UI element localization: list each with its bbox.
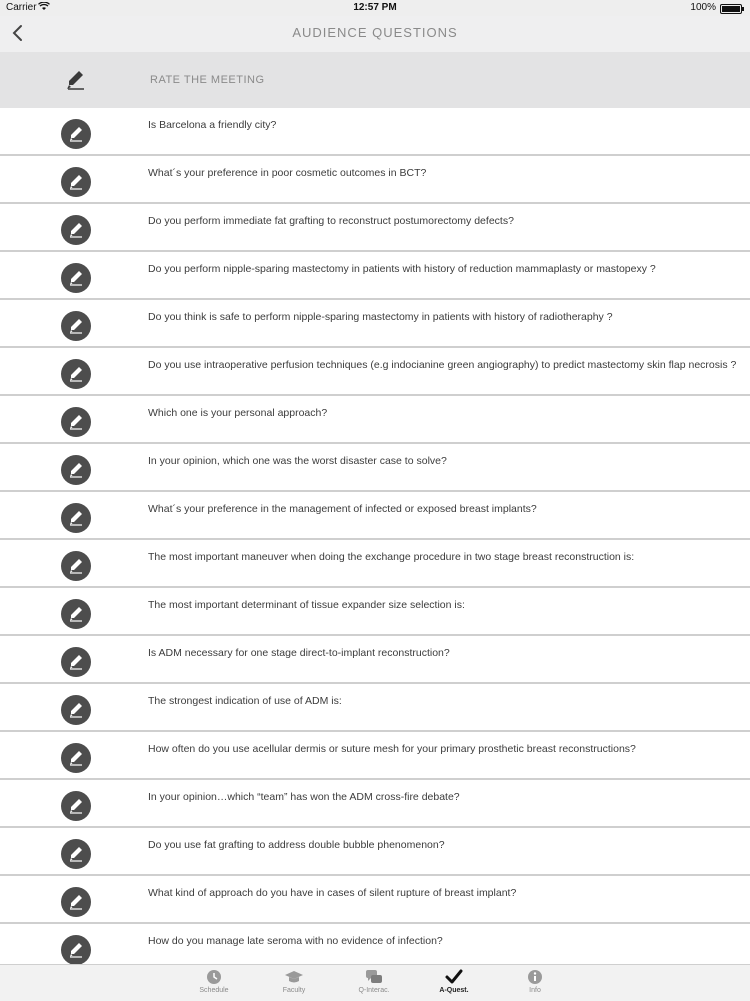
- question-text: Which one is your personal approach?: [148, 407, 328, 419]
- question-row[interactable]: [0, 252, 750, 300]
- info-icon: [525, 968, 545, 986]
- question-row[interactable]: [0, 156, 750, 204]
- question-row[interactable]: [0, 492, 750, 540]
- question-row[interactable]: [0, 924, 750, 964]
- rate-meeting-label: RATE THE MEETING: [150, 74, 265, 86]
- pen-icon: [61, 599, 91, 629]
- question-row[interactable]: [0, 732, 750, 780]
- question-row[interactable]: [0, 828, 750, 876]
- tab-schedule[interactable]: [179, 968, 249, 994]
- pen-icon: [61, 263, 91, 293]
- pen-icon: [61, 791, 91, 821]
- question-text: Do you use intraoperative perfusion techniques (e.g indocianine green angiography) to predict mastectomy skin flap necrosis ?: [148, 359, 737, 371]
- question-row[interactable]: [0, 348, 750, 396]
- questions-list[interactable]: [0, 108, 750, 964]
- question-text: What´s your preference in the management of infected or exposed breast implants?: [148, 503, 537, 515]
- pen-icon: [61, 215, 91, 245]
- carrier-label: Carrier: [6, 2, 37, 13]
- question-text: Do you use fat grafting to address double bubble phenomenon?: [148, 839, 445, 851]
- tab-a-quest[interactable]: [419, 968, 489, 994]
- pen-icon: [61, 551, 91, 581]
- pen-icon: [61, 407, 91, 437]
- pen-icon: [61, 167, 91, 197]
- pen-icon: [61, 647, 91, 677]
- pen-icon: [61, 119, 91, 149]
- chat-bubbles-icon: [364, 968, 384, 986]
- battery-icon: [720, 4, 742, 14]
- pen-icon: [61, 695, 91, 725]
- tab-label: Faculty: [282, 987, 306, 994]
- pen-icon: [61, 503, 91, 533]
- clock-time: 12:57 PM: [353, 2, 397, 13]
- tab-bar: [0, 964, 750, 1001]
- checkmark-icon: [444, 968, 464, 986]
- question-row[interactable]: [0, 636, 750, 684]
- question-row[interactable]: [0, 780, 750, 828]
- question-text: Do you perform nipple-sparing mastectomy in patients with history of reduction mammaplasty or mastopexy ?: [148, 263, 656, 275]
- question-row[interactable]: [0, 684, 750, 732]
- question-text: What kind of approach do you have in cases of silent rupture of breast implant?: [148, 887, 517, 899]
- page-title: AUDIENCE QUESTIONS: [292, 25, 458, 40]
- question-row[interactable]: [0, 204, 750, 252]
- tab-label: Info: [529, 987, 541, 994]
- question-text: In your opinion…which “team” has won the ADM cross-fire debate?: [148, 791, 460, 803]
- clock-icon: [204, 968, 224, 986]
- question-row[interactable]: [0, 396, 750, 444]
- question-text: The most important maneuver when doing the exchange procedure in two stage breast reconstruction is:: [148, 551, 635, 563]
- tab-info[interactable]: [500, 968, 570, 994]
- rate-meeting-row[interactable]: [0, 52, 750, 108]
- navigation-bar: [0, 16, 750, 53]
- question-text: What´s your preference in poor cosmetic outcomes in BCT?: [148, 167, 427, 179]
- question-row[interactable]: [0, 588, 750, 636]
- question-text: Is Barcelona a friendly city?: [148, 119, 277, 131]
- tab-label: Schedule: [199, 987, 229, 994]
- question-text: How often do you use acellular dermis or suture mesh for your primary prosthetic breast reconstructions?: [148, 743, 636, 755]
- status-bar: [0, 0, 750, 16]
- battery-percent: 100%: [690, 2, 716, 13]
- pen-icon: [61, 359, 91, 389]
- question-row[interactable]: [0, 876, 750, 924]
- pen-icon: [61, 455, 91, 485]
- pen-icon: [64, 68, 88, 92]
- pen-icon: [61, 887, 91, 917]
- tab-q-interac[interactable]: [339, 968, 409, 994]
- pen-icon: [61, 839, 91, 869]
- question-text: The strongest indication of use of ADM is:: [148, 695, 342, 707]
- pen-icon: [61, 935, 91, 964]
- question-text: Do you think is safe to perform nipple-sparing mastectomy in patients with history of radiotheraphy ?: [148, 311, 613, 323]
- question-text: How do you manage late seroma with no evidence of infection?: [148, 935, 443, 947]
- tab-label: A-Quest.: [439, 987, 469, 994]
- pen-icon: [61, 311, 91, 341]
- question-row[interactable]: [0, 444, 750, 492]
- question-row[interactable]: [0, 540, 750, 588]
- question-text: Is ADM necessary for one stage direct-to-implant reconstruction?: [148, 647, 450, 659]
- question-row[interactable]: [0, 300, 750, 348]
- tab-label: Q-Interac.: [358, 987, 390, 994]
- pen-icon: [61, 743, 91, 773]
- question-text: Do you perform immediate fat grafting to reconstruct postumorectomy defects?: [148, 215, 514, 227]
- graduation-cap-icon: [284, 968, 304, 986]
- question-row[interactable]: [0, 108, 750, 156]
- question-text: The most important determinant of tissue expander size selection is:: [148, 599, 465, 611]
- question-text: In your opinion, which one was the worst disaster case to solve?: [148, 455, 447, 467]
- tab-faculty[interactable]: [259, 968, 329, 994]
